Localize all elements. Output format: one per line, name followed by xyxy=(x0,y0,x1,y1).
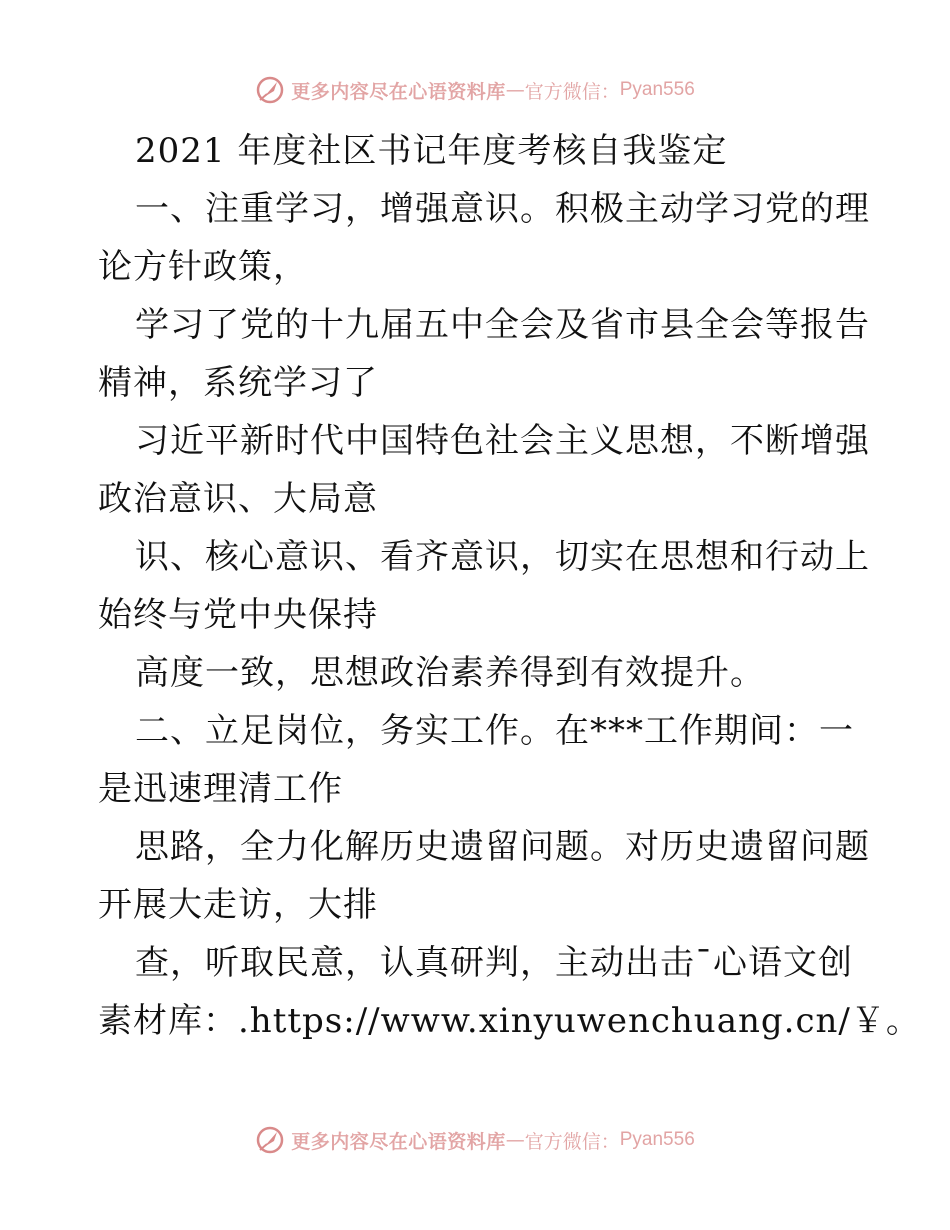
quill-logo-icon xyxy=(255,1125,285,1155)
banner-wechat-id: Pyan556 xyxy=(619,1129,695,1150)
paragraph-line: 政治意识、大局意 xyxy=(98,479,378,519)
paragraph-line: 一、注重学习，增强意识。积极主动学习党的理 xyxy=(135,189,870,229)
banner-main-text: 更多内容尽在心语资料库 xyxy=(291,80,506,103)
paragraph-line: 始终与党中央保持 xyxy=(98,595,378,635)
banner-main-text: 更多内容尽在心语资料库 xyxy=(291,1130,506,1153)
header-banner xyxy=(0,70,950,110)
document-title: 2021 年度社区书记年度考核自我鉴定 xyxy=(135,131,728,171)
paragraph-line: 思路，全力化解历史遗留问题。对历史遗留问题 xyxy=(135,827,870,867)
paragraph-line: 二、立足岗位，务实工作。在***工作期间：一 xyxy=(135,711,854,751)
paragraph-line: 论方针政策， xyxy=(98,247,308,287)
banner-separator: — xyxy=(505,79,525,101)
quill-logo-icon xyxy=(255,75,285,105)
banner-wechat-label: 官方微信： xyxy=(524,1130,620,1153)
footer-banner xyxy=(0,1120,950,1160)
paragraph-line: 开展大走访，大排 xyxy=(98,885,378,925)
paragraph-line: 学习了党的十九届五中全会及省市县全会等报告 xyxy=(135,305,870,345)
paragraph-line: 习近平新时代中国特色社会主义思想，不断增强 xyxy=(135,421,870,461)
paragraph-line: 精神，系统学习了 xyxy=(98,363,378,403)
paragraph-line: 是迅速理清工作 xyxy=(98,769,343,809)
banner-separator: — xyxy=(505,1129,525,1151)
banner-wechat-id: Pyan556 xyxy=(619,79,695,100)
paragraph-line: 识、核心意识、看齐意识，切实在思想和行动上 xyxy=(135,537,870,577)
paragraph-line: 查，听取民意，认真研判，主动出击¯心语文创 xyxy=(135,943,853,983)
paragraph-line: 高度一致，思想政治素养得到有效提升。 xyxy=(135,653,765,693)
banner-wechat-label: 官方微信： xyxy=(524,80,620,103)
paragraph-line: 素材库：.https://www.xinyuwenchuang.cn/￥。 xyxy=(98,1001,921,1041)
document-body xyxy=(98,122,921,1050)
